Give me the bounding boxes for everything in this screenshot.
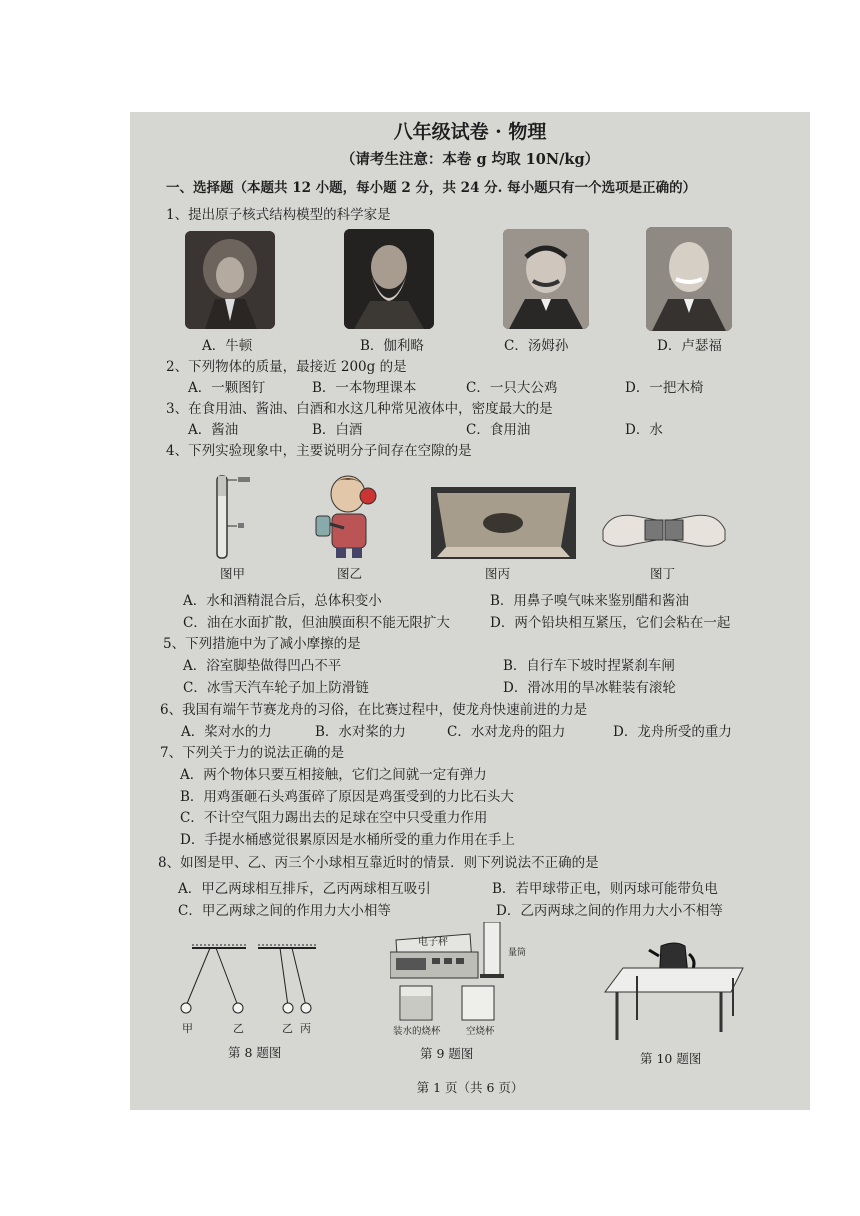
q6-option-a: A．桨对水的力	[181, 724, 272, 740]
question-2-stem: 2、下列物体的质量，最接近 200g 的是	[166, 359, 407, 375]
q2-option-c: C．一只大公鸡	[466, 380, 558, 396]
question-6-stem: 6、我国有端午节赛龙舟的习俗，在比赛过程中，使龙舟快速前进的力是	[160, 702, 588, 718]
q6-option-b: B．水对桨的力	[315, 724, 406, 740]
q1-option-c: C．汤姆孙	[504, 338, 569, 354]
figure-10-caption: 第 10 题图	[640, 1051, 702, 1066]
q5-option-b: B．自行车下坡时捏紧刹车闸	[503, 658, 675, 674]
figure-10-kettle-on-table	[603, 938, 748, 1044]
fig9-label-cylinder: 量筒	[508, 948, 527, 958]
exam-note: （请考生注意：本卷 g 均取 10N/kg）	[340, 151, 600, 168]
fig9-label-scale: 电子秤	[418, 937, 448, 948]
question-8-stem: 8、如图是甲、乙、丙三个小球相互靠近时的情景．则下列说法不正确的是	[158, 855, 599, 871]
q4-option-b: B．用鼻子嗅气味来鉴别醋和酱油	[490, 593, 689, 609]
portrait-galileo	[344, 229, 434, 329]
question-4-stem: 4、下列实验现象中，主要说明分子间存在空隙的是	[166, 443, 472, 459]
q2-option-a: A．一颗图钉	[188, 380, 266, 396]
q5-option-d: D．滑冰用的旱冰鞋装有滚轮	[503, 680, 676, 696]
fig9-label-empty-beaker: 空烧杯	[466, 1026, 495, 1037]
q5-option-c: C．冰雪天汽车轮子加上防滑链	[183, 680, 369, 696]
figure-jia-label: 图甲	[220, 566, 246, 581]
q7-option-c: C．不计空气阻力踢出去的足球在空中只受重力作用	[180, 810, 488, 826]
q4-option-a: A．水和酒精混合后，总体积变小	[183, 593, 382, 609]
figure-yi-label: 图乙	[337, 566, 363, 581]
q1-option-a: A．牛顿	[202, 338, 253, 354]
q8-option-c: C．甲乙两球之间的作用力大小相等	[178, 903, 391, 919]
q8-option-a: A．甲乙两球相互排斥，乙丙两球相互吸引	[178, 881, 431, 897]
portrait-thomson	[503, 229, 589, 329]
portrait-newton	[185, 231, 275, 329]
section-heading: 一、选择题（本题共 12 小题，每小题 2 分，共 24 分. 每小题只有一个选项是正确的）	[166, 180, 697, 196]
fig9-label-full-beaker: 装水的烧杯	[393, 1026, 441, 1037]
question-1-stem: 1、提出原子核式结构模型的科学家是	[166, 207, 391, 223]
q8-option-b: B．若甲球带正电，则丙球可能带负电	[492, 881, 718, 897]
question-5-stem: 5、下列措施中为了减小摩擦的是	[163, 636, 361, 652]
q5-option-a: A．浴室脚垫做得凹凸不平	[183, 658, 342, 674]
figure-8-pendulums	[176, 944, 326, 1016]
q1-option-d: D．卢瑟福	[657, 338, 722, 354]
question-7-stem: 7、下列关于力的说法正确的是	[160, 745, 345, 761]
q6-option-c: C．水对龙舟的阻力	[447, 724, 566, 740]
figure-9-caption: 第 9 题图	[420, 1046, 474, 1061]
q3-option-b: B．白酒	[312, 422, 363, 438]
q1-option-b: B．伽利略	[360, 338, 424, 354]
fig8-label-jia: 甲	[182, 1022, 193, 1035]
q3-option-c: C．食用油	[466, 422, 531, 438]
figure-bing-label: 图丙	[485, 566, 511, 581]
q8-option-d: D．乙丙两球之间的作用力大小不相等	[496, 903, 723, 919]
question-3-stem: 3、在食用油、酱油、白酒和水这几种常见液体中，密度最大的是	[166, 401, 553, 417]
figure-bing-oil-film-tray	[431, 487, 576, 559]
q6-option-d: D．龙舟所受的重力	[613, 724, 732, 740]
q7-option-d: D．手提水桶感觉很累原因是水桶所受的重力作用在手上	[180, 832, 515, 848]
q7-option-b: B．用鸡蛋砸石头鸡蛋碎了原因是鸡蛋受到的力比石头大	[180, 789, 514, 805]
fig8-label-yi: 乙	[233, 1022, 244, 1035]
q2-option-d: D．一把木椅	[625, 380, 704, 396]
figure-8-caption: 第 8 题图	[228, 1045, 282, 1060]
q3-option-a: A．酱油	[188, 422, 239, 438]
fig8-label-yi-2: 乙	[282, 1022, 293, 1035]
q3-option-d: D．水	[625, 422, 663, 438]
figure-9-apparatus	[390, 922, 540, 1022]
page-title: 八年级试卷 · 物理	[393, 121, 547, 143]
figure-ding-lead-blocks	[601, 500, 727, 560]
figure-yi-boy-smelling	[304, 472, 380, 558]
figure-ding-label: 图丁	[650, 566, 676, 581]
figure-jia-tube	[205, 472, 255, 562]
portrait-rutherford	[646, 227, 732, 331]
q7-option-a: A．两个物体只要互相接触，它们之间就一定有弹力	[180, 767, 487, 783]
fig8-label-bing: 丙	[300, 1022, 311, 1035]
q4-option-d: D．两个铅块相互紧压，它们会粘在一起	[490, 615, 731, 631]
q2-option-b: B．一本物理课本	[312, 380, 417, 396]
page-footer: 第 1 页（共 6 页）	[416, 1080, 524, 1095]
q4-option-c: C．油在水面扩散，但油膜面积不能无限扩大	[183, 615, 450, 631]
